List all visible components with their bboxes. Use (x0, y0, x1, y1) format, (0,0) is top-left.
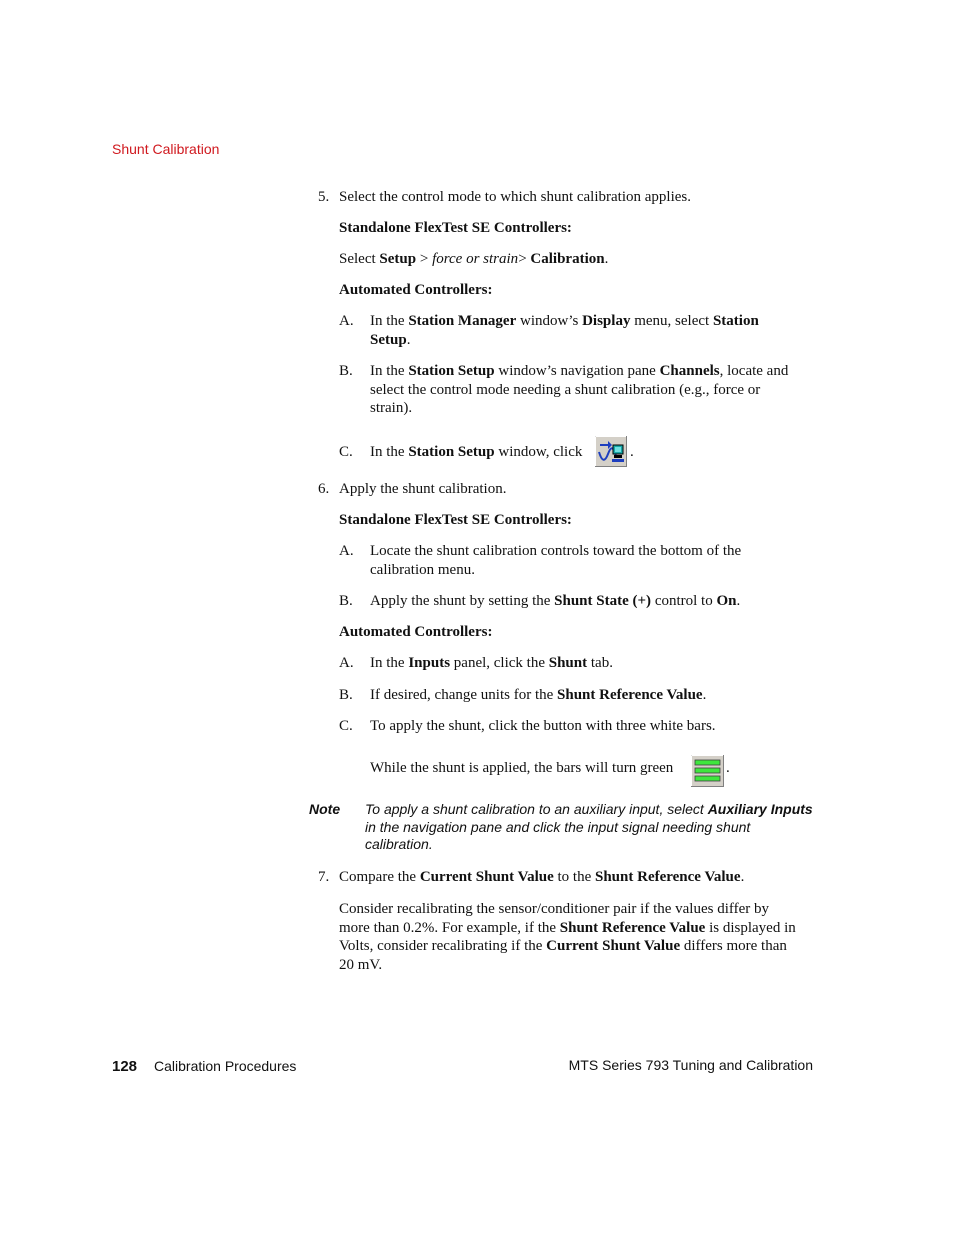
setup-term: Setup (379, 251, 417, 267)
step-5-a-letter: A. (339, 313, 354, 329)
step-6-aa-letter: A. (339, 655, 354, 671)
step-6-sb-text: Apply the shunt by setting the Shunt State (+) control to On. (370, 593, 741, 609)
step-7-number: 7. (318, 869, 330, 885)
step-6-ab-text: If desired, change units for the Shunt Reference Value. (370, 687, 707, 703)
step-5-number: 5. (318, 189, 330, 205)
select-word: Select (339, 251, 376, 267)
running-header: Shunt Calibration (112, 141, 220, 157)
step-6-sb-letter: B. (339, 593, 353, 609)
step-6-text: Apply the shunt calibration. (339, 481, 507, 497)
separator: > (416, 251, 433, 267)
step-5-c-letter: C. (339, 444, 353, 460)
step-6-number: 6. (318, 481, 330, 497)
step-5-b-text: In the Station Setup window’s navigation pane Channels, locate and select the control mode needing a shunt calibration (e.g., force or strain). (370, 363, 789, 416)
calibration-term: Calibration (530, 251, 605, 267)
step-5-standalone-instruction (339, 250, 608, 269)
shunt-calibration-tool-icon[interactable] (595, 436, 627, 467)
step-5-standalone-heading: Standalone FlexTest SE Controllers: (339, 220, 572, 236)
note-label: Note (309, 801, 341, 817)
step-6-while-end: . (726, 760, 730, 776)
page-number: 128 (112, 1058, 138, 1075)
step-7-text: Compare the Current Shunt Value to the Shunt Reference Value. (339, 869, 745, 885)
step-5-automated-heading: Automated Controllers: (339, 282, 493, 298)
step-6-automated-heading: Automated Controllers: (339, 624, 493, 640)
step-5-a-text: In the Station Manager window’s Display menu, select Station Setup. (370, 313, 759, 348)
footer-book-title: MTS Series 793 Tuning and Calibration (568, 1057, 813, 1073)
step-7-paragraph: Consider recalibrating the sensor/conditioner pair if the values differ by more than 0.2%. For example, if the Shunt Reference Value is displayed in Volts, consider recalibrating if the Current Shunt Value differs more than 20 mV. (339, 901, 796, 973)
force-or-strain-term: force or strain (432, 251, 519, 267)
step-6-ac-text: To apply the shunt, click the button with three white bars. (370, 718, 716, 734)
step-6-ac-letter: C. (339, 718, 353, 734)
note-text: To apply a shunt calibration to an auxiliary input, select Auxiliary Inputs in the navigation pane and click the input signal needing shunt calibration. (365, 801, 813, 852)
period: . (604, 251, 609, 267)
step-5-c-end: . (630, 444, 634, 460)
separator: > (518, 251, 531, 267)
step-6-ab-letter: B. (339, 687, 353, 703)
step-5-c-text: In the Station Setup window, click (370, 444, 583, 460)
step-5-text: Select the control mode to which shunt calibration applies. (339, 189, 691, 205)
footer-chapter: Calibration Procedures (154, 1058, 297, 1074)
step-6-sa-letter: A. (339, 543, 354, 559)
step-6-while-text: While the shunt is applied, the bars will turn green (370, 760, 674, 776)
step-6-sa-text: Locate the shunt calibration controls toward the bottom of the calibration menu. (370, 543, 742, 578)
step-6-standalone-heading: Standalone FlexTest SE Controllers: (339, 512, 572, 528)
step-6-aa-text: In the Inputs panel, click the Shunt tab. (370, 655, 613, 671)
step-5-b-letter: B. (339, 363, 353, 379)
shunt-applied-green-bars-icon (691, 755, 724, 787)
